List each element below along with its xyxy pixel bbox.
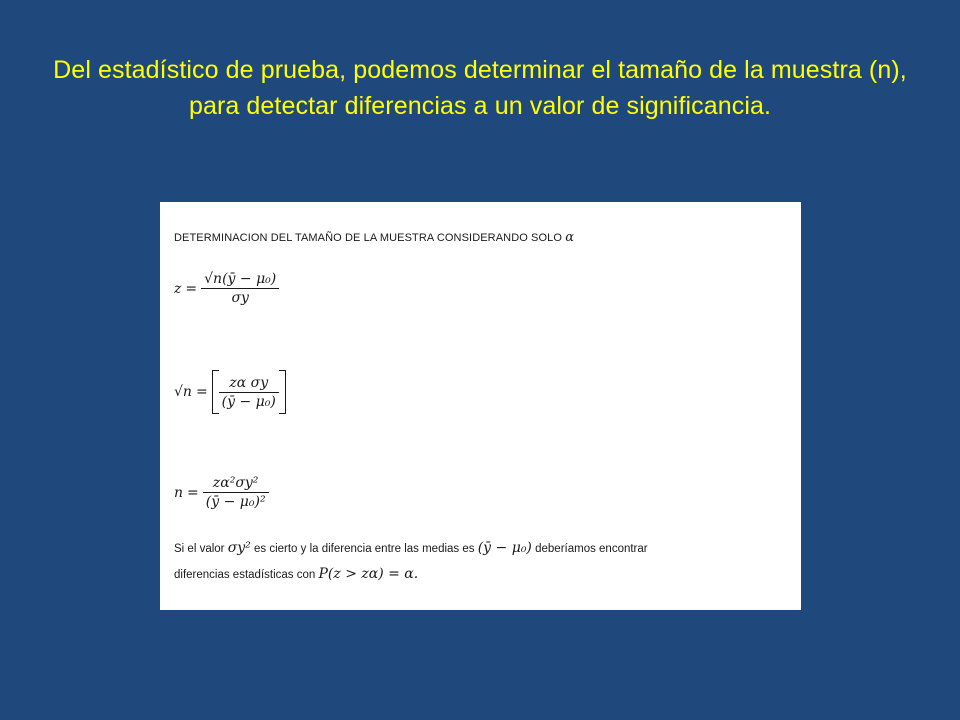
eq1-equals: = — [185, 280, 198, 297]
eq2-left-bracket — [212, 370, 219, 414]
eq3-denominator: (ȳ − μ₀)² — [205, 494, 266, 510]
eq2-equals: = — [195, 384, 208, 400]
heading-text: DETERMINACION DEL TAMAÑO DE LA MUESTRA CONSIDERANDO SOLO — [174, 232, 563, 244]
equation-z — [174, 270, 279, 307]
eq1-numerator: √n(ȳ − μ₀) — [201, 270, 279, 289]
eq1-lhs: z — [174, 280, 182, 297]
slide-title: Del estadístico de prueba, podemos determinar el tamaño de la muestra (n), para detectar diferencias a un valor de significancia. — [53, 56, 907, 120]
equation-sqrt-n — [174, 370, 286, 414]
mean-difference-symbol: (ȳ − μ₀) — [477, 540, 532, 556]
eq2-numerator: zα σy — [219, 374, 279, 393]
eq3-equals: = — [187, 484, 199, 501]
equation-n — [174, 474, 269, 511]
heading-alpha: α — [565, 230, 575, 245]
formula-panel — [160, 202, 801, 610]
eq1-denominator: σy — [231, 290, 249, 306]
eq3-numerator: zα²σy² — [203, 474, 269, 493]
eq2-right-bracket — [279, 370, 286, 414]
sigma-squared-symbol: σy² — [227, 540, 251, 556]
conclusion-paragraph — [174, 536, 774, 588]
eq3-lhs: n — [174, 484, 184, 501]
eq3-fraction — [203, 474, 269, 511]
panel-heading — [174, 230, 574, 245]
paragraph-line-2: diferencias estadísticas con P(z > zα) = α. — [174, 566, 419, 582]
eq1-fraction — [201, 270, 279, 307]
eq2-fraction — [219, 374, 279, 411]
paragraph-line-1: Si el valor σy² es cierto y la diferencia entre las medias es (ȳ − μ₀) deberíamos encontrar — [174, 540, 648, 556]
eq2-lhs: √n — [174, 384, 192, 400]
probability-expression: P(z > zα) = α. — [318, 566, 419, 582]
eq2-denominator: (ȳ − μ₀) — [221, 393, 276, 410]
